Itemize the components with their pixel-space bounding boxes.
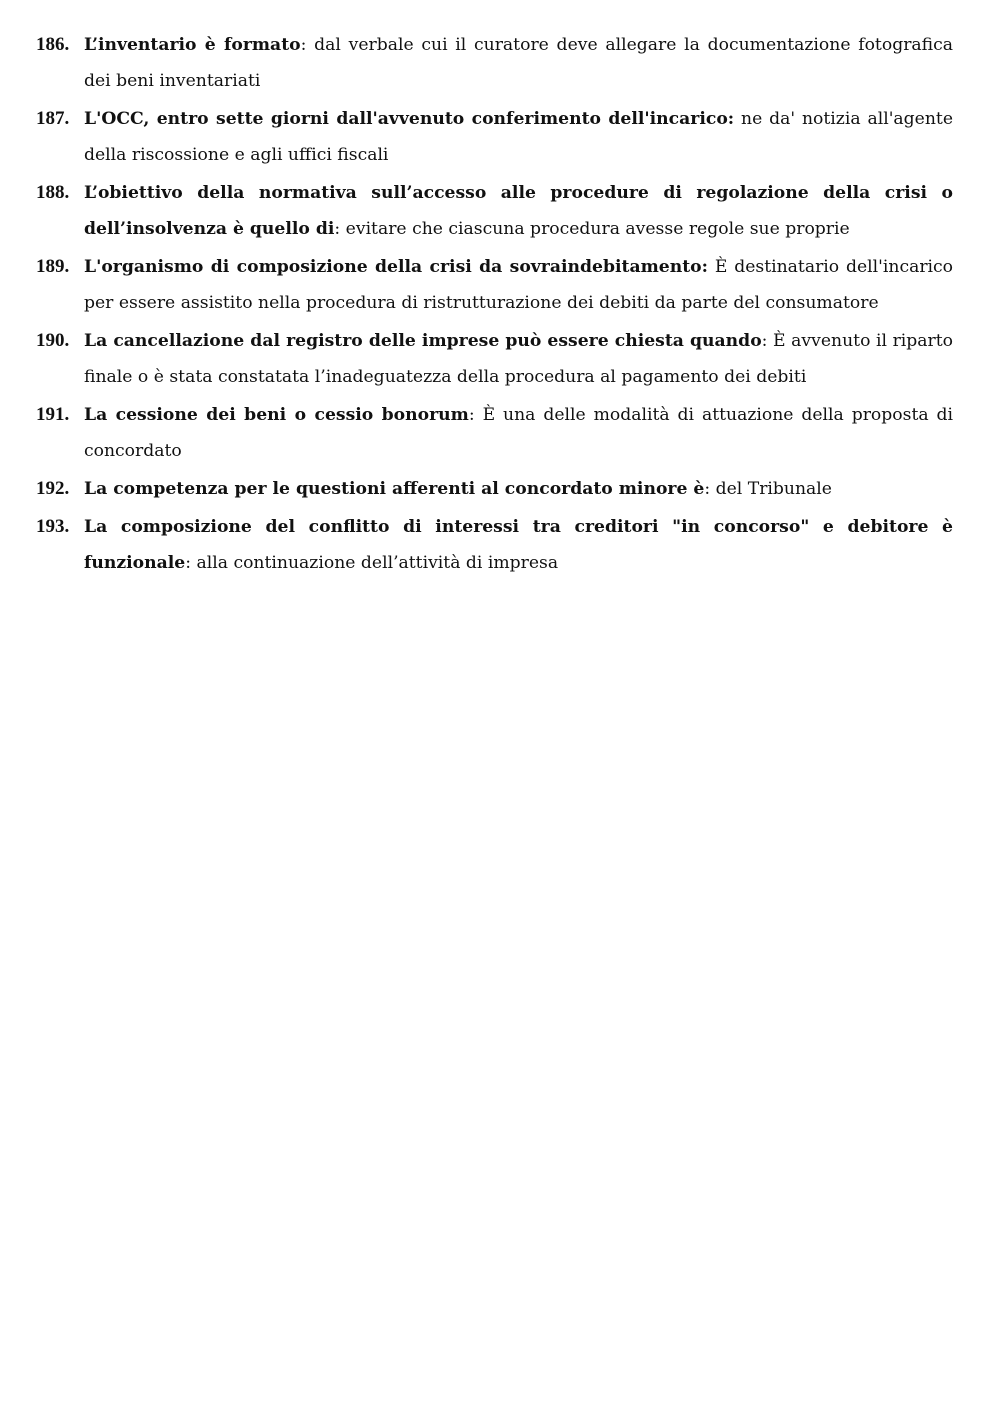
separator: :: [300, 35, 307, 55]
item-number: 188.: [36, 182, 70, 203]
item-number: 190.: [36, 330, 70, 351]
question-text: La cessione dei beni o cessio bonorum: [84, 405, 469, 425]
question-text: L’inventario è formato: [84, 35, 301, 55]
question-text: La cancellazione dal registro delle imprese può essere chiesta quando: [84, 331, 762, 351]
item-number: 192.: [36, 478, 70, 499]
answer-text: alla continuazione dell’attività di impresa: [191, 553, 559, 573]
separator: :: [761, 331, 768, 351]
separator: :: [334, 219, 341, 239]
question-text: L’obiettivo della normativa sull’accesso alle procedure di regolazione della crisi o dell’insolvenza è quello di: [84, 183, 953, 239]
item-number: 193.: [36, 516, 70, 537]
list-item: [36, 249, 953, 321]
item-number: 187.: [36, 108, 70, 129]
answer-text: evitare che ciascuna procedura avesse regole sue proprie: [340, 219, 850, 239]
list-item: [36, 471, 953, 507]
list-item: [36, 101, 953, 173]
answer-text: dal verbale cui il curatore deve allegare la documentazione fotografica dei beni inventariati: [84, 35, 953, 91]
separator: :: [468, 405, 475, 425]
separator: :: [185, 553, 192, 573]
question-text: La composizione del conflitto di interessi tra creditori "in concorso" e debitore è funzionale: [84, 517, 953, 573]
list-item: [36, 397, 953, 469]
separator: :: [704, 479, 711, 499]
item-number: 191.: [36, 404, 70, 425]
answer-text: È destinatario dell'incarico per essere assistito nella procedura di ristrutturazione dei debiti da parte del consumatore: [84, 257, 954, 313]
answer-text: È avvenuto il riparto finale o è stata constatata l’inadeguatezza della procedura al pagamento dei debiti: [84, 331, 954, 387]
item-number: 186.: [36, 34, 70, 55]
question-text: L'OCC, entro sette giorni dall'avvenuto conferimento dell'incarico:: [84, 109, 735, 129]
list-item: [36, 175, 953, 247]
list-item: [36, 509, 953, 581]
qa-list: [36, 27, 953, 583]
item-number: 189.: [36, 256, 70, 277]
answer-text: ne da' notizia all'agente della riscossione e agli uffici fiscali: [84, 109, 953, 165]
answer-text: È una delle modalità di attuazione della proposta di concordato: [84, 405, 954, 461]
question-text: L'organismo di composizione della crisi da sovraindebitamento:: [84, 257, 708, 277]
list-item: [36, 323, 953, 395]
question-text: La competenza per le questioni afferenti al concordato minore è: [84, 479, 705, 499]
list-item: [36, 27, 953, 99]
answer-text: del Tribunale: [710, 479, 832, 499]
